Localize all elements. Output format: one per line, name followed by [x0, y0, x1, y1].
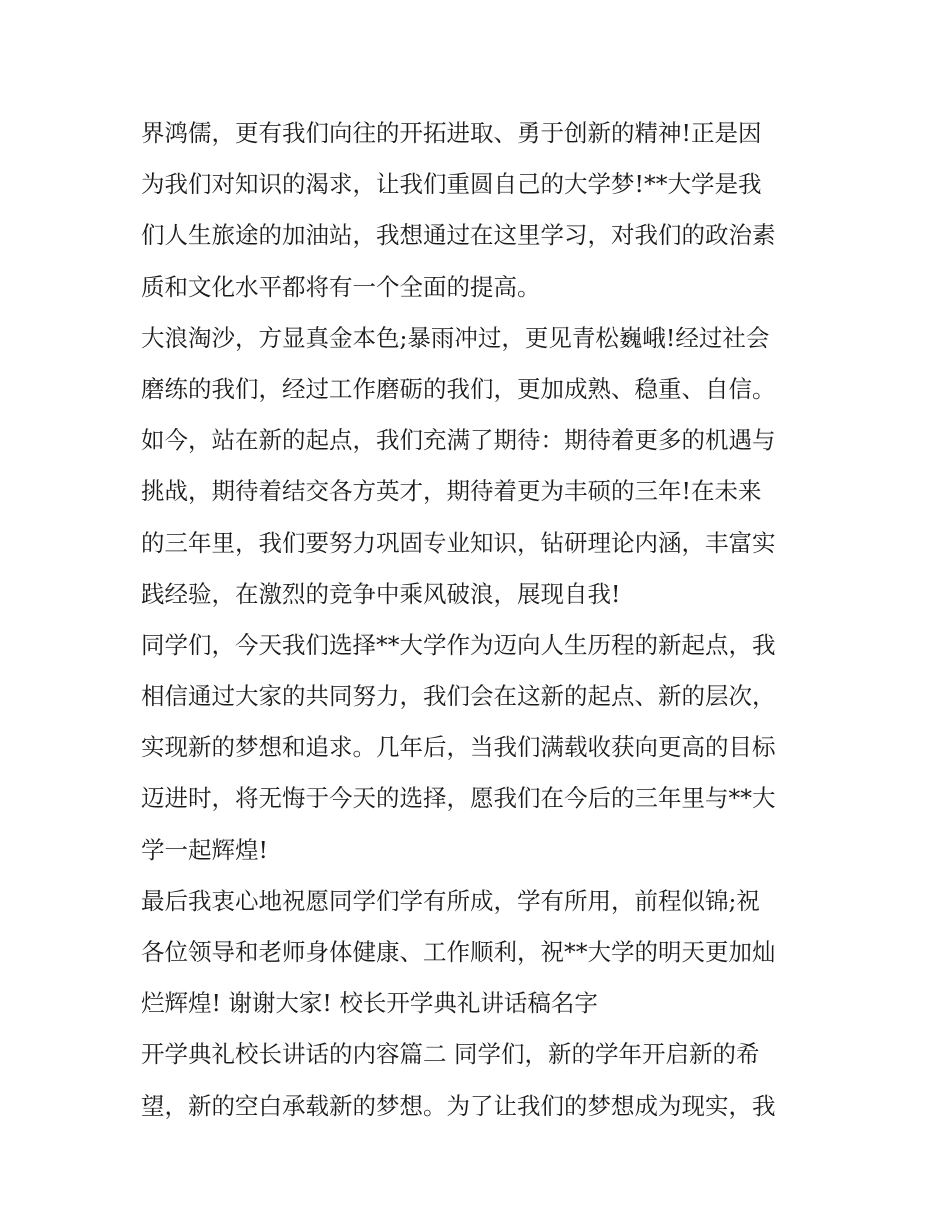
text-line-1: 界鸿儒，更有我们向往的开拓进取、勇于创新的精神!正是因: [141, 119, 762, 147]
text-line-4: 质和文化水平都将有一个全面的提高。: [141, 272, 541, 301]
text-line-7: 如今，站在新的起点，我们充满了期待：期待着更多的机遇与: [141, 426, 776, 455]
text-line-6: 磨练的我们，经过工作磨砺的我们，更加成熟、稳重、自信。: [141, 374, 776, 403]
text-line-2: 为我们对知识的渴求，让我们重圆自己的大学梦!**大学是我: [141, 170, 762, 199]
text-line-15: 学一起辉煌!: [141, 835, 268, 864]
text-line-20: 望，新的空白承载新的梦想。为了让我们的梦想成为现实，我: [141, 1091, 776, 1120]
text-line-3: 们人生旅途的加油站，我想通过在这里学习，对我们的政治素: [141, 221, 776, 250]
text-line-17: 各位领导和老师身体健康、工作顺利，祝**大学的明天更加灿: [141, 938, 776, 966]
text-line-8: 挑战，期待着结交各方英才，期待着更为丰硕的三年!在未来: [141, 477, 762, 506]
text-line-16: 最后我衷心地祝愿同学们学有所成，学有所用，前程似锦;祝: [141, 886, 760, 915]
text-line-18: 烂辉煌! 谢谢大家! 校长开学典礼讲话稿名字: [141, 989, 598, 1018]
text-line-13: 实现新的梦想和追求。几年后，当我们满载收获向更高的目标: [141, 733, 776, 762]
text-line-5: 大浪淘沙，方显真金本色;暴雨冲过，更见青松巍峨!经过社会: [141, 323, 770, 352]
text-line-9: 的三年里，我们要努力巩固专业知识，钻研理论内涵，丰富实: [141, 528, 776, 557]
text-line-19: 开学典礼校长讲话的内容篇二 同学们，新的学年开启新的希: [141, 1040, 760, 1069]
text-line-10: 践经验，在激烈的竞争中乘风破浪，展现自我!: [141, 579, 621, 608]
text-line-11: 同学们，今天我们选择**大学作为迈向人生历程的新起点，我: [141, 630, 776, 659]
text-line-14: 迈进时，将无悔于今天的选择，愿我们在今后的三年里与**大: [141, 784, 776, 813]
text-line-12: 相信通过大家的共同努力，我们会在这新的起点、新的层次，: [141, 682, 776, 711]
document-body: [141, 108, 831, 1132]
